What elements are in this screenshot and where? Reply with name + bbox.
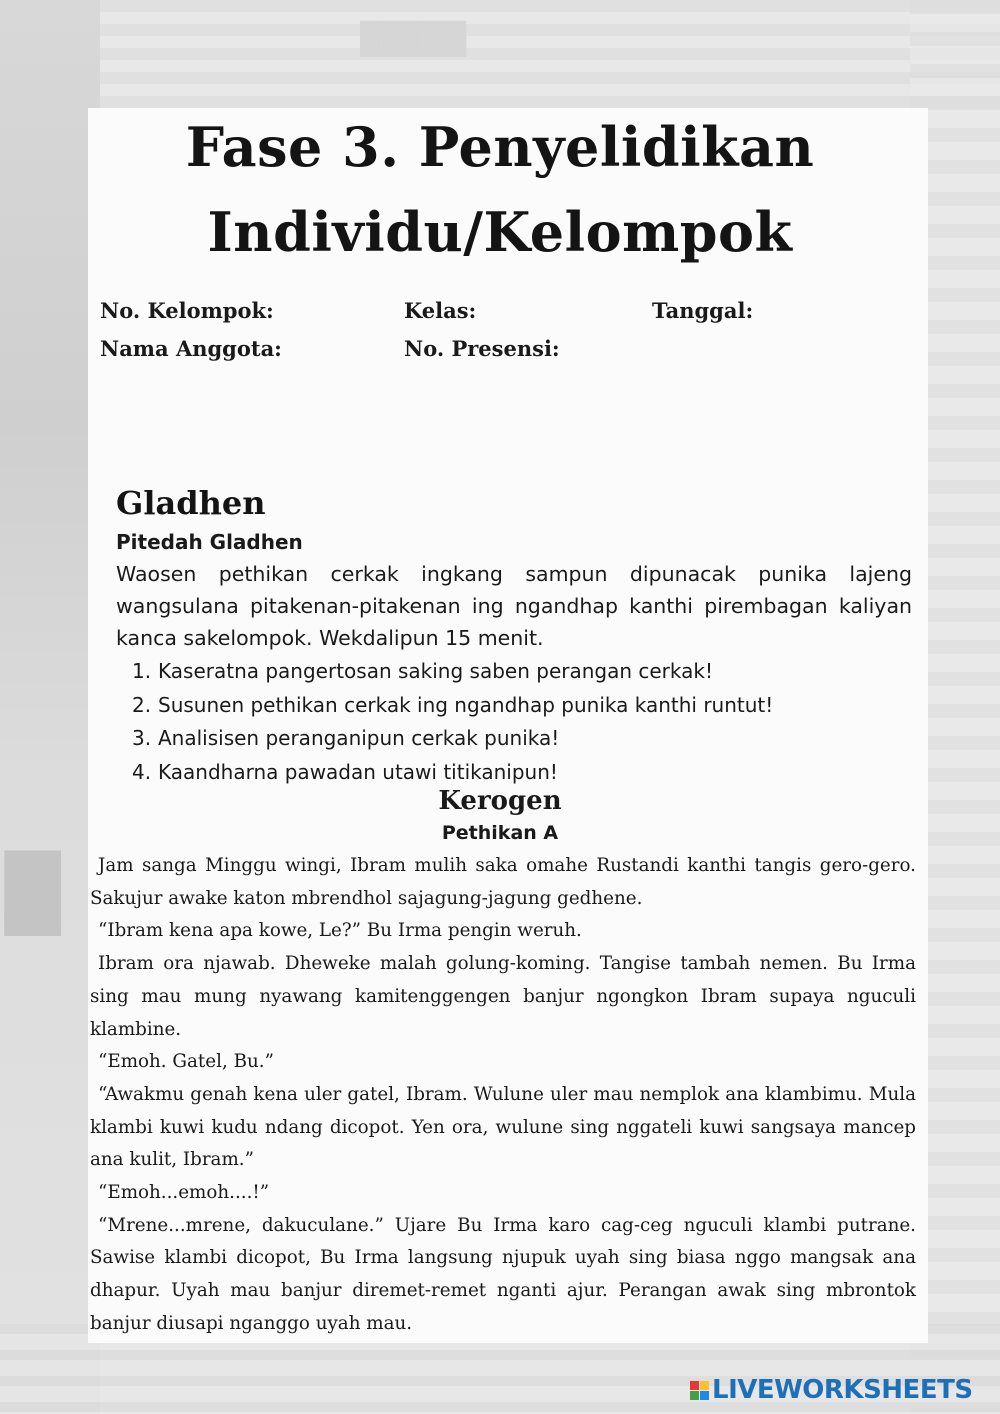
instruction-text: Waosen pethikan cerkak ingkang sampun dipunacak punika lajeng wangsulana pitakenan-pitakenan ing ngandhap kanthi pirembagan kaliyan kanca sakelompok. Wekdalipun 15 menit. [116, 562, 912, 650]
question-text: Analisisen peranganipun cerkak punika! [158, 726, 560, 750]
logo-square-red [690, 1381, 699, 1390]
question-number: 1. [132, 659, 152, 683]
story-paragraph: “Mrene...mrene, dakuculane.” Ujare Bu Irma karo cag-ceg nguculi klambi putrane. Sawise klambi dicopot, Bu Irma langsung njupuk uyah sing biasa nggo mangsak ana dhapur. Uyah mau banjur diremet-remet nganti ajur. Perangan awak sing mbrontok banjur diusapi nganggo uyah mau. [90, 1214, 916, 1334]
question-item [132, 722, 773, 756]
story-paragraph: “Emoh. Gatel, Bu.” [98, 1051, 274, 1073]
page-title-line1: Fase 3. Penyelidikan [185, 115, 815, 179]
story-paragraph: Ibram ora njawab. Dheweke malah golung-koming. Tangise tambah nemen. Bu Irma sing mau mung nyawang kamitenggengen banjur ngongkon Ibram supaya nguculi klambine. [90, 953, 916, 1040]
label-kelas: Kelas: [404, 298, 477, 323]
question-number: 3. [132, 726, 152, 750]
question-item [132, 756, 773, 790]
story-paragraph: “Awakmu genah kena uler gatel, Ibram. Wulune uler mau nemplok ana klambimu. Mula klambi kuwi kudu ndang dicopot. Yen ora, wulune sing nggateli kuwi sangsaya mancep ana kulit, Ibram.” [90, 1083, 916, 1171]
question-item [132, 655, 773, 689]
pethikan-heading: Pethikan A [441, 822, 559, 844]
label-no-presensi: No. Presensi: [404, 336, 560, 361]
gladhen-heading: Gladhen [116, 484, 266, 522]
question-number: 4. [132, 759, 152, 784]
pitedah-heading: Pitedah Gladhen [116, 530, 303, 554]
logo-square-green [690, 1391, 699, 1400]
question-text: Kaandharna pawadan utawi titikanipun! [158, 759, 558, 784]
page-title-line2: Individu/Kelompok [207, 200, 793, 264]
background-letters-decoration: █ [5, 850, 61, 935]
label-nama-anggota: Nama Anggota: [100, 336, 282, 361]
liveworksheets-brand [690, 1375, 973, 1405]
story-paragraph: “Emoh...emoh....!” [98, 1182, 270, 1204]
liveworksheets-logo-icon [690, 1381, 709, 1400]
logo-square-blue [700, 1391, 709, 1400]
logo-square-yellow [700, 1381, 709, 1390]
question-item [132, 689, 773, 723]
question-text: Kaseratna pangertosan saking saben perangan cerkak! [158, 659, 713, 683]
story-text [90, 850, 916, 1341]
background-banner-decoration: █████ [360, 22, 467, 55]
question-text: Susunen pethikan cerkak ing ngandhap punika kanthi runtut! [158, 692, 774, 717]
question-number: 2. [132, 692, 152, 717]
kerogen-heading: Kerogen [438, 786, 562, 816]
background-newspaper-top [0, 0, 1000, 110]
story-paragraph: “Ibram kena apa kowe, Le?” Bu Irma pengin weruh. [98, 920, 582, 942]
liveworksheets-wordmark: LIVEWORKSHEETS [712, 1375, 973, 1405]
question-list [132, 655, 773, 789]
label-no-kelompok: No. Kelompok: [100, 298, 274, 323]
story-paragraph: Jam sanga Minggu wingi, Ibram mulih saka omahe Rustandi kanthi tangis gero-gero. Sakujur awake katon mbrendhol sajagung-jagung gedhene. [90, 855, 916, 909]
label-tanggal: Tanggal: [652, 298, 754, 323]
